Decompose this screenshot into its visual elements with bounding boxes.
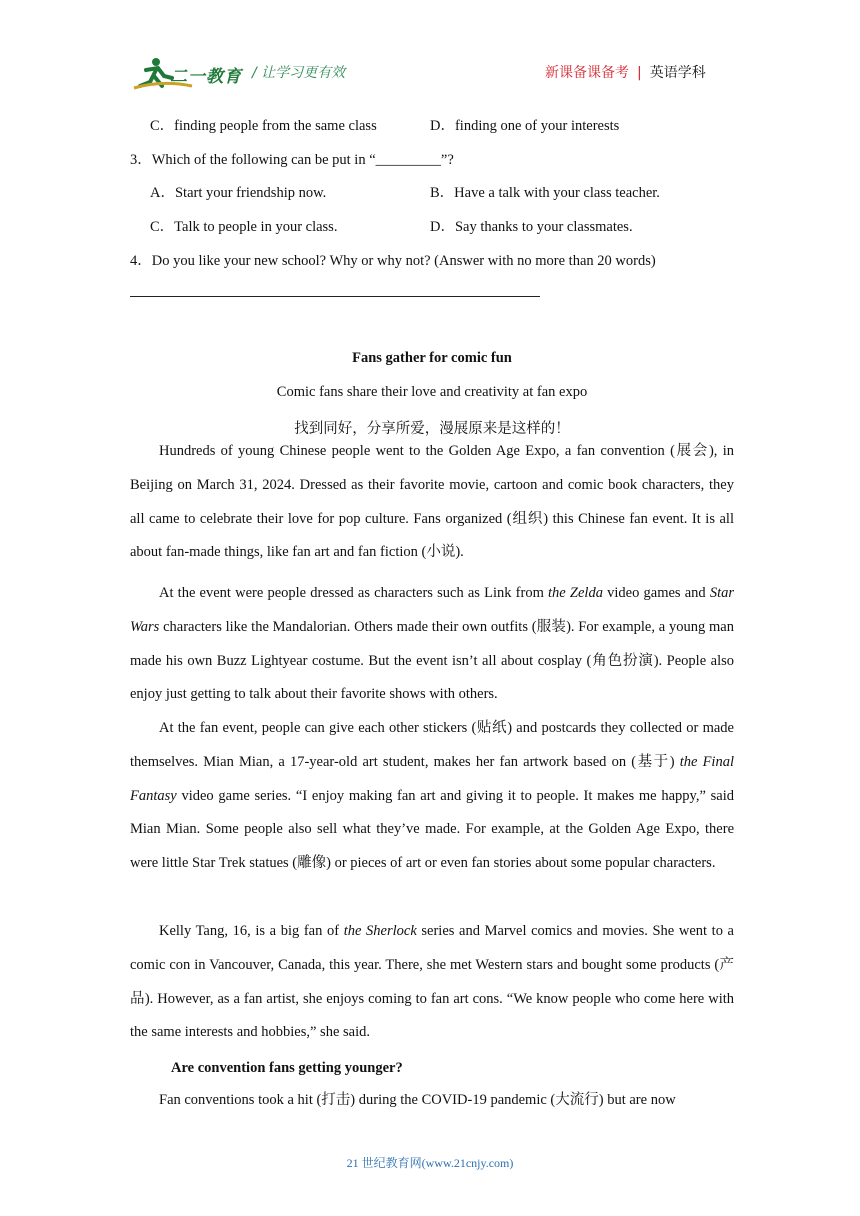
- paragraph-1: Hundreds of young Chinese people went to the Golden Age Expo, a fan convention (展会), in Beijing on March 31, 2024. Dressed as their favorite movie, cartoon and comic book characters, they all came to celebrate their love for pop culture. Fans organized (组织) this Chinese fan event. It is all about fan-made things, like fan art and fan fiction (小说).: [130, 443, 734, 561]
- header-slogan: / 让学习更有效: [252, 65, 346, 81]
- q4-stem: 4．Do you like your new school? Why or why not? (Answer with no more than 20 words): [130, 253, 656, 269]
- p4-text-a: Kelly Tang, 16, is a big fan of: [159, 923, 344, 939]
- p2-text-b: video games and: [602, 585, 710, 601]
- q3-stem: 3．Which of the following can be put in “_________”?: [130, 152, 454, 168]
- q2-option-d: D．finding one of your interests: [430, 118, 620, 134]
- article-title: Fans gather for comic fun: [352, 350, 512, 366]
- paragraph-2: [130, 577, 734, 712]
- paragraph-3: [130, 712, 734, 881]
- q2-option-c: C．finding people from the same class: [150, 118, 377, 134]
- page-header: [0, 0, 860, 100]
- header-course-label: 新课备课备考: [545, 65, 629, 81]
- p4-italic-sherlock: the Sherlock: [343, 923, 417, 939]
- article-subtitle: Comic fans share their love and creativity at fan expo: [276, 384, 588, 400]
- p3-text-a: At the fan event, people can give each other stickers (贴纸) and postcards they collected or made themselves. Mian Mian, a 17-year-old art student, makes her fan artwork based on (基于): [130, 720, 734, 770]
- section-heading: Are convention fans getting younger?: [171, 1060, 403, 1076]
- p2-text-a: At the event were people dressed as characters such as Link from: [159, 585, 549, 601]
- p4-text-b: series and Marvel comics and movies. She went to a comic con in Vancouver, Canada, this year. There, she met Western stars and bought some products (产品). However, as a fan artist, she enjoys coming to fan art cons. “We know people who come here with the same interests and hobbies,” she said.: [130, 923, 734, 1041]
- header-subject: [545, 62, 706, 82]
- p2-italic-zelda: the Zelda: [548, 585, 603, 601]
- logo-text: 二一教育: [170, 67, 242, 87]
- q3-option-b: B．Have a talk with your class teacher.: [430, 185, 660, 201]
- p2-text-c: characters like the Mandalorian. Others made their own outfits (服装). For example, a young man made his own Buzz Lightyear costume. But the event isn’t all about cosplay (角色扮演). People also enjoy just getting to talk about their favorite shows with others.: [130, 618, 734, 703]
- header-separator: |: [637, 65, 642, 81]
- q3-option-c: C．Talk to people in your class.: [150, 219, 338, 235]
- paragraph-4: [130, 915, 734, 1050]
- answer-line: [130, 296, 540, 297]
- page-footer: 21 世纪教育网(www.21cnjy.com): [346, 1156, 514, 1170]
- paragraph-5: Fan conventions took a hit (打击) during the COVID-19 pandemic (大流行) but are now: [159, 1092, 676, 1108]
- header-subject-label: 英语学科: [649, 65, 706, 81]
- q3-option-a: A．Start your friendship now.: [150, 185, 327, 201]
- p3-text-b: video game series. “I enjoy making fan art and giving it to people. It makes me happy,” said Mian Mian. Some people also sell what they’ve made. For example, at the Golden Age Expo, there were little Star Trek statues (雕像) or pieces of art or even fan stories about some popular characters.: [130, 787, 734, 872]
- p3-italic-finalfantasy: the Final Fantasy: [130, 753, 734, 804]
- q3-option-d: D．Say thanks to your classmates.: [430, 219, 633, 235]
- article-chinese-subtitle: 找到同好，分享所爱，漫展原来是这样的！: [294, 421, 570, 437]
- p2-italic-starwars: Star Wars: [130, 585, 734, 635]
